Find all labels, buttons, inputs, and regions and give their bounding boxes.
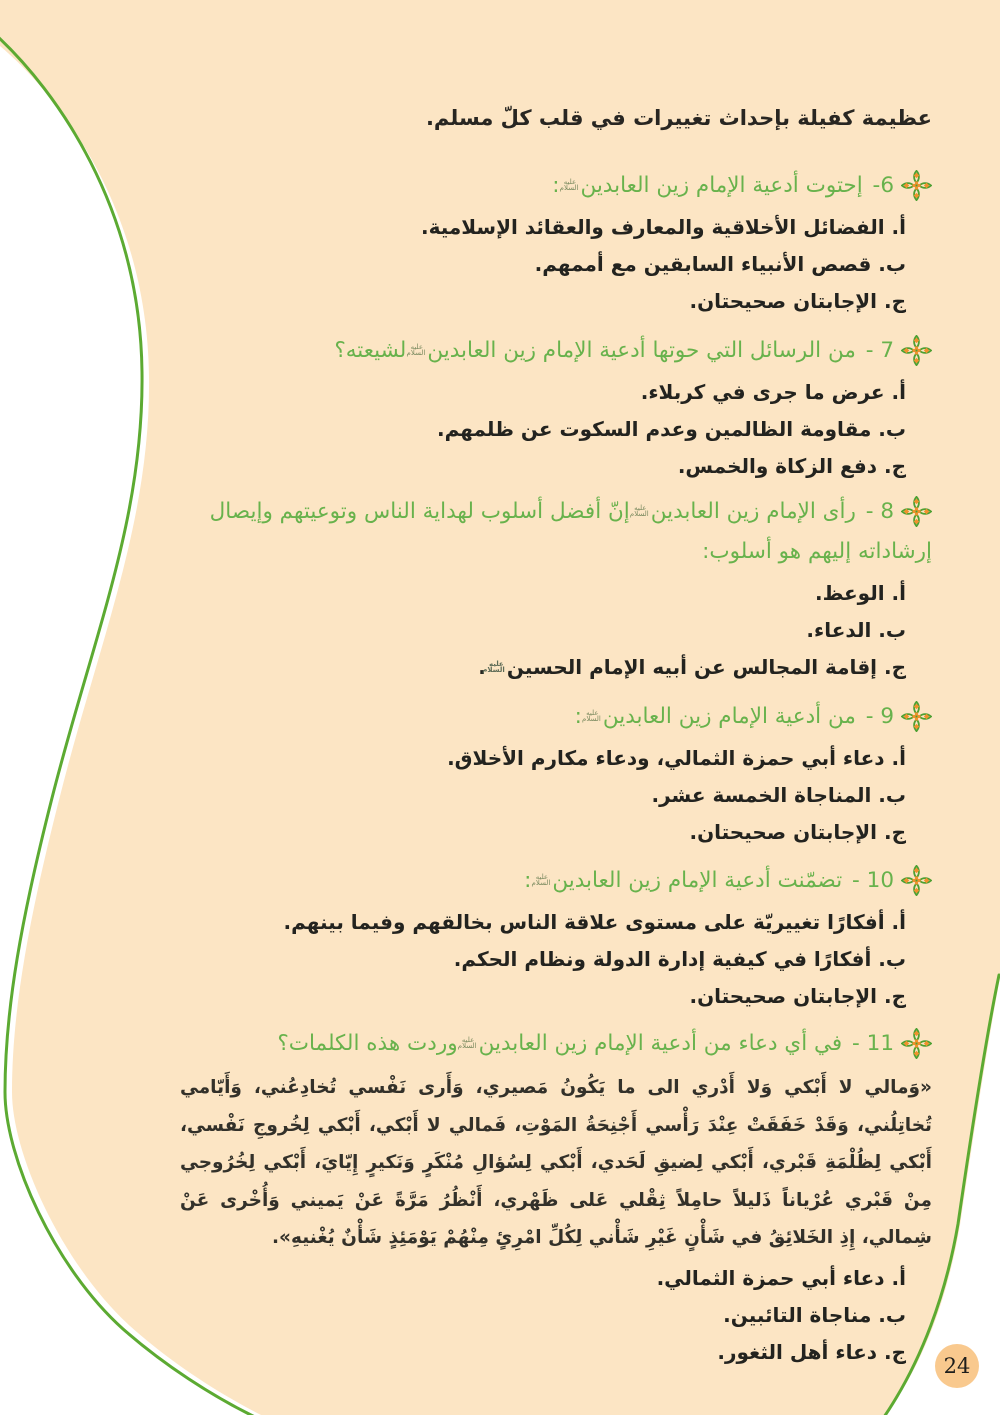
question-title: إحتوت أدعية الإمام زين العابدين [580, 173, 863, 198]
question-9-options [180, 740, 932, 851]
question-title: تضمّنت أدعية الإمام زين العابدين [552, 868, 843, 893]
flower-ornament-icon [901, 170, 932, 201]
option-a: أ. أفكارًا تغييريّة على مستوى علاقة الناس بخالقهم وفيما بينهم. [283, 910, 906, 934]
question-title: رأى الإمام زين العابدين [650, 499, 856, 524]
question-6 [180, 166, 932, 320]
flower-ornament-icon [901, 865, 932, 896]
question-9-heading [180, 697, 932, 737]
question-number: 7 - [865, 338, 894, 363]
honorific-seal: عليه السلام [559, 178, 579, 192]
option-c: ج. دعاء أهل الثغور. [717, 1339, 906, 1364]
page-number-badge: 24 [935, 1344, 979, 1388]
option-b: ب. الدعاء. [806, 618, 906, 642]
question-title-after: : [574, 704, 582, 729]
option-b: ب. مقاومة الظالمين وعدم السكوت عن ظلمهم. [437, 417, 906, 441]
option-a: أ. الوعظ. [815, 581, 906, 605]
question-title-after: : [524, 868, 532, 893]
question-7-options [180, 374, 932, 485]
question-10-options [180, 904, 932, 1015]
question-number: 6- [872, 173, 894, 198]
question-6-heading [180, 166, 932, 206]
question-8-heading [180, 492, 932, 572]
question-title-after: لشيعته؟ [334, 338, 407, 363]
question-title: من أدعية الإمام زين العابدين [602, 704, 856, 729]
question-7 [180, 331, 932, 485]
option-a: أ. عرض ما جرى في كربلاء. [640, 380, 906, 404]
question-11-options [180, 1260, 932, 1371]
option-c: ج. الإجابتان صحيحتان. [689, 289, 906, 313]
question-10-heading [180, 861, 932, 901]
question-7-heading [180, 331, 932, 371]
option-a: أ. دعاء أبي حمزة الثمالي. [656, 1265, 906, 1290]
question-11-heading [180, 1024, 932, 1064]
question-title: في أي دعاء من أدعية الإمام زين العابدين [478, 1031, 843, 1056]
honorific-seal: عليه السلام [629, 504, 649, 518]
honorific-seal: عليه السلام [531, 873, 551, 887]
option-b: ب. المناجاة الخمسة عشر. [651, 783, 906, 807]
question-number: 11 - [852, 1031, 894, 1056]
question-number: 8 - [865, 499, 894, 524]
question-6-options [180, 209, 932, 320]
flower-ornament-icon [901, 335, 932, 366]
option-c: ج. الإجابتان صحيحتان. [689, 984, 906, 1008]
question-8-options [180, 575, 932, 686]
option-b: ب. قصص الأنبياء السابقين مع أممهم. [534, 252, 906, 276]
flower-ornament-icon [901, 1028, 932, 1059]
flower-ornament-icon [901, 496, 932, 527]
question-number: 10 - [852, 868, 894, 893]
option-c: ج. إقامة المجالس عن أبيه الإمام الحسينعليه السلام. [478, 655, 906, 679]
honorific-seal: عليه السلام [457, 1036, 477, 1050]
option-b: ب. مناجاة التائبين. [723, 1302, 906, 1327]
question-title-after: إنّ أفضل أسلوب لهداية الناس وتوعيتهم وإيصال إرشاداته إليهم هو أسلوب: [209, 499, 932, 564]
honorific-seal: عليه السلام [406, 343, 426, 357]
flower-ornament-icon [901, 701, 932, 732]
question-9 [180, 697, 932, 851]
option-c: ج. دفع الزكاة والخمس. [677, 454, 906, 478]
option-c: ج. الإجابتان صحيحتان. [689, 820, 906, 844]
question-title: من الرسائل التي حوتها أدعية الإمام زين العابدين [427, 338, 856, 363]
question-title-after: : [552, 173, 560, 198]
question-number: 9 - [865, 704, 894, 729]
question-10 [180, 861, 932, 1015]
question-8 [180, 492, 932, 686]
question-title-after: وردت هذه الكلمات؟ [277, 1031, 458, 1056]
option-b: ب. أفكارًا في كيفية إدارة الدولة ونظام الحكم. [453, 947, 906, 971]
honorific-seal: عليه السلام [582, 709, 601, 723]
intro-line: عظيمة كفيلة بإحداث تغييرات في قلب كلّ مسلم. [425, 106, 932, 130]
option-a: أ. دعاء أبي حمزة الثمالي، ودعاء مكارم الأخلاق. [447, 746, 906, 770]
honorific-seal: عليه السلام [482, 660, 505, 674]
question-11 [180, 1024, 932, 1371]
option-a: أ. الفضائل الأخلاقية والمعارف والعقائد الإسلامية. [420, 215, 906, 239]
dua-quote-paragraph: «وَمالي لا أَبْكي وَلا أَدْري الى ما يَكُونُ مَصيري، وَأَرى نَفْسي تُخادِعُني، وَأَيّامي تُخاتِلُني، وَقَدْ خَفَقَتْ عِنْدَ رَأْسي أَجْنِحَةُ المَوْتِ، فَمالي لا أَبْكي، أَبْكي لِخُروجِ نَفْسي، أَبْكي لِظُلْمَةِ قَبْري، أَبْكي لِضيقِ لَحَدي، أَبْكي لِسُؤالِ مُنْكَرٍ وَنَكيرٍ إِيّايَ، أَبْكي لِخُرُوجي مِنْ قَبْري عُرْياناً ذَليلاً حامِلاً ثِقْلي عَلى ظَهْري، أَنْظُرُ مَرَّةً عَنْ يَميني وَأُخْرى عَنْ شِمالي، إِذِ الخَلائِقُ في شَأْنٍ غَيْرِ شَأْني لِكُلِّ امْرِئٍ مِنْهُمْ يَوْمَئِذٍ شَأْنٌ يُغْنيهِ». [180, 1077, 932, 1248]
